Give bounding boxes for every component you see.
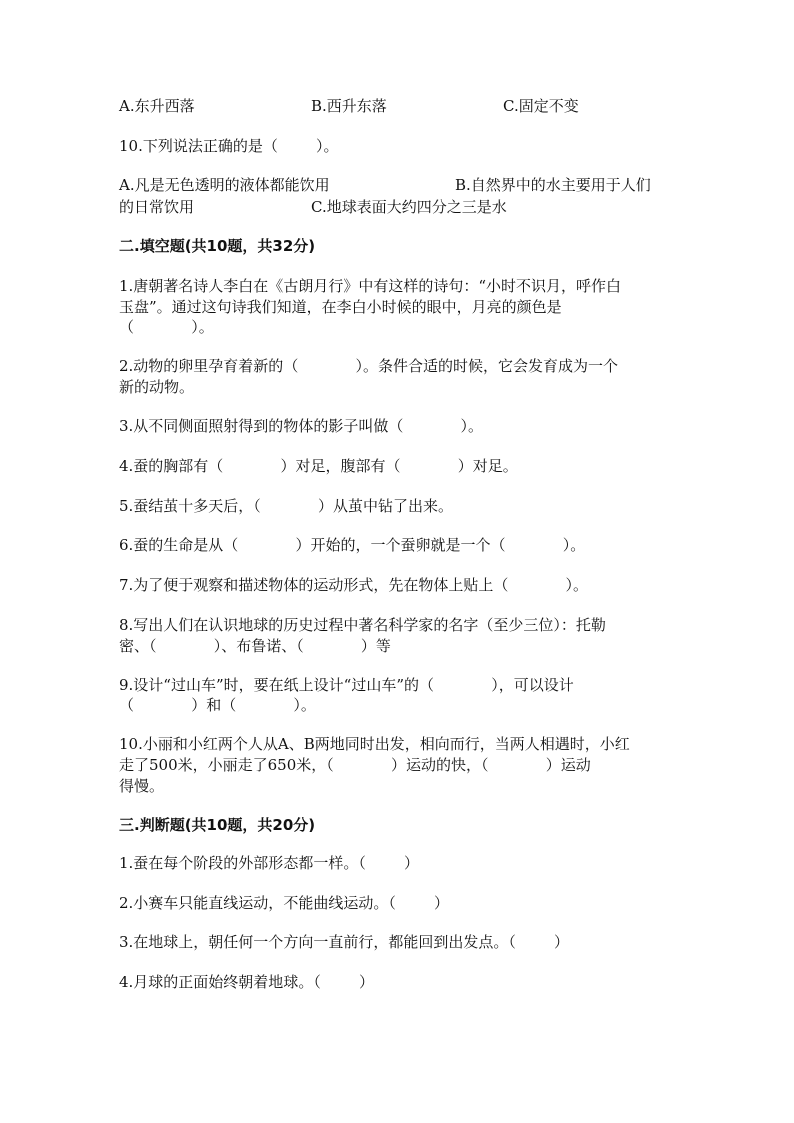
fill-q2-line1: 2.动物的卵里孕育着新的（ ）。条件合适的时候，它会发育成为一个: [119, 357, 619, 375]
fill-q8-line2: 密、（ ）、布鲁诺、（ ）等: [119, 637, 391, 655]
fill-q2-line2: 新的动物。: [119, 378, 195, 396]
q9-option-b: B.西升东落: [311, 97, 387, 115]
q10-stem: 10.下列说法正确的是（ ）。: [119, 137, 339, 155]
judge-q4: 4.月球的正面始终朝着地球。（ ）: [119, 973, 374, 991]
fill-q3: 3.从不同侧面照射得到的物体的影子叫做（ ）。: [119, 417, 484, 435]
judge-q2: 2.小赛车只能直线运动，不能曲线运动。（ ）: [119, 894, 449, 912]
fill-q9-line1: 9.设计“过山车”时，要在纸上设计“过山车”的（ ），可以设计: [119, 676, 574, 694]
fill-q1-line3: （ ）。: [119, 318, 214, 336]
section3-title: 三.判断题(共10题，共20分): [119, 816, 316, 834]
q10-option-c: C.地球表面大约四分之三是水: [311, 198, 507, 216]
judge-q3: 3.在地球上，朝任何一个方向一直前行，都能回到出发点。（ ）: [119, 933, 569, 951]
judge-q1: 1.蚕在每个阶段的外部形态都一样。（ ）: [119, 854, 419, 872]
fill-q5: 5.蚕结茧十多天后，（ ）从茧中钻了出来。: [119, 497, 454, 515]
fill-q1-line1: 1.唐朝著名诗人李白在《古朗月行》中有这样的诗句：“小时不识月，呼作白: [119, 277, 621, 295]
q9-option-c: C.固定不变: [503, 97, 579, 115]
q10-option-b-part2: 的日常饮用: [119, 198, 195, 216]
fill-q4: 4.蚕的胸部有（ ）对足，腹部有（ ）对足。: [119, 457, 518, 475]
fill-q6: 6.蚕的生命是从（ ）开始的，一个蚕卵就是一个（ ）。: [119, 536, 586, 554]
fill-q8-line1: 8.写出人们在认识地球的历史过程中著名科学家的名字（至少三位）：托勒: [119, 616, 606, 634]
q10-option-a: A.凡是无色透明的液体都能饮用: [119, 176, 330, 194]
q10-option-b-part1: B.自然界中的水主要用于人们: [455, 176, 651, 194]
q9-option-a: A.东升西落: [119, 97, 195, 115]
fill-q7: 7.为了便于观察和描述物体的运动形式，先在物体上贴上（ ）。: [119, 576, 589, 594]
fill-q9-line2: （ ）和（ ）。: [119, 696, 316, 714]
fill-q10-line3: 得慢。: [119, 777, 165, 795]
fill-q10-line2: 走了500米，小丽走了650米，（ ）运动的快，（ ）运动: [119, 756, 591, 774]
section2-title: 二.填空题(共10题，共32分): [119, 237, 316, 255]
fill-q10-line1: 10.小丽和小红两个人从A、B两地同时出发，相向而行，当两人相遇时，小红: [119, 735, 630, 753]
fill-q1-line2: 玉盘”。通过这句诗我们知道，在李白小时候的眼中，月亮的颜色是: [119, 298, 562, 316]
